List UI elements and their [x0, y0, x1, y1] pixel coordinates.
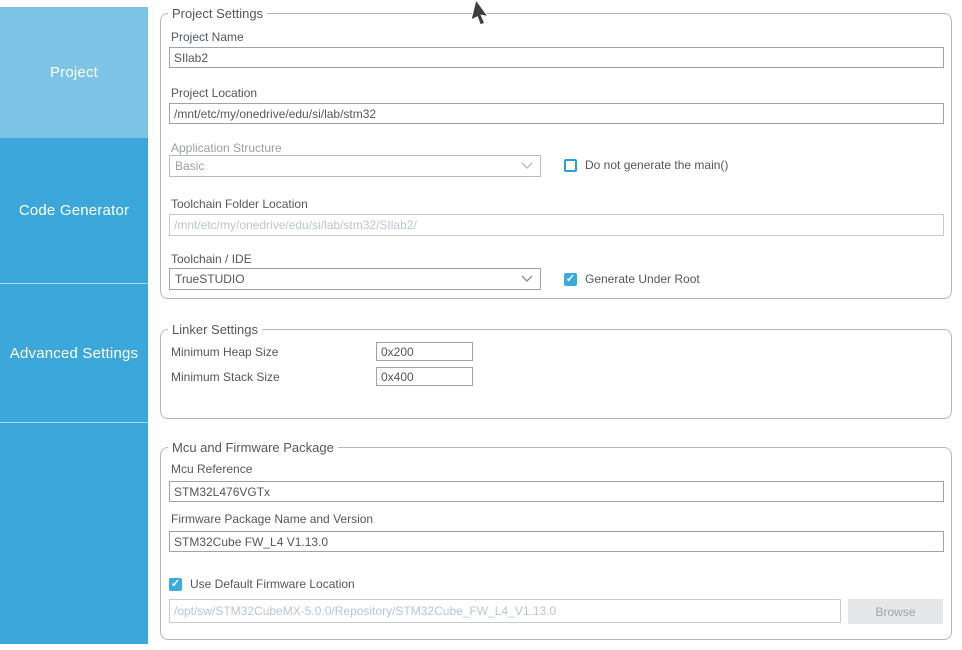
- sidebar-item-code-generator-label: Code Generator: [18, 202, 130, 219]
- sidebar-item-project[interactable]: [0, 7, 148, 138]
- linker-settings-group-title: Linker Settings: [168, 322, 262, 337]
- sidebar: [0, 7, 148, 644]
- toolchain-ide-label: Toolchain / IDE: [171, 252, 252, 266]
- min-heap-label: Minimum Heap Size: [171, 345, 279, 359]
- sidebar-item-code-generator[interactable]: [0, 138, 148, 284]
- check-icon: ✓: [565, 272, 576, 285]
- linker-settings-group: [160, 322, 952, 419]
- toolchain-ide-select[interactable]: [169, 268, 541, 290]
- check-icon: ✓: [170, 577, 181, 590]
- firmware-location-input: [169, 599, 841, 623]
- browse-button: Browse: [848, 599, 943, 624]
- sidebar-item-project-label: Project: [49, 64, 99, 81]
- no-main-checkbox-row: [564, 158, 728, 172]
- mcu-firmware-group-title: Mcu and Firmware Package: [168, 440, 338, 455]
- chevron-down-icon: [521, 162, 533, 170]
- project-location-label: Project Location: [171, 86, 258, 100]
- project-settings-group-title: Project Settings: [168, 6, 267, 21]
- project-location-input[interactable]: [169, 103, 944, 124]
- application-structure-label: Application Structure: [171, 141, 282, 155]
- toolchain-ide-value: TrueSTUDIO: [175, 272, 245, 286]
- generate-root-checkbox[interactable]: [564, 273, 577, 286]
- min-stack-label: Minimum Stack Size: [171, 370, 280, 384]
- mcu-reference-input[interactable]: [169, 481, 944, 502]
- use-default-firmware-checkbox-row: [169, 577, 355, 591]
- sidebar-item-advanced-settings-label: Advanced Settings: [9, 344, 139, 362]
- firmware-package-input[interactable]: [169, 531, 944, 552]
- application-structure-select: [169, 155, 541, 177]
- toolchain-folder-label: Toolchain Folder Location: [171, 197, 308, 211]
- min-heap-input[interactable]: [376, 342, 473, 361]
- firmware-package-label: Firmware Package Name and Version: [171, 512, 374, 526]
- min-stack-input[interactable]: [376, 367, 473, 386]
- sidebar-filler: [0, 423, 148, 644]
- generate-root-checkbox-row: [564, 272, 700, 286]
- project-settings-group: [160, 6, 952, 299]
- mcu-reference-label: Mcu Reference: [171, 462, 253, 476]
- mcu-firmware-group: [160, 440, 952, 640]
- project-name-label: Project Name: [171, 30, 244, 44]
- chevron-down-icon: [521, 275, 533, 283]
- application-structure-value: Basic: [175, 159, 205, 173]
- no-main-checkbox[interactable]: [564, 159, 577, 172]
- use-default-firmware-checkbox-label: Use Default Firmware Location: [190, 577, 355, 591]
- sidebar-item-advanced-settings[interactable]: [0, 284, 148, 423]
- generate-root-checkbox-label: Generate Under Root: [585, 272, 700, 286]
- toolchain-folder-input: [169, 214, 944, 236]
- no-main-checkbox-label: Do not generate the main(): [585, 158, 729, 172]
- use-default-firmware-checkbox[interactable]: [169, 578, 182, 591]
- project-name-input[interactable]: [169, 47, 944, 68]
